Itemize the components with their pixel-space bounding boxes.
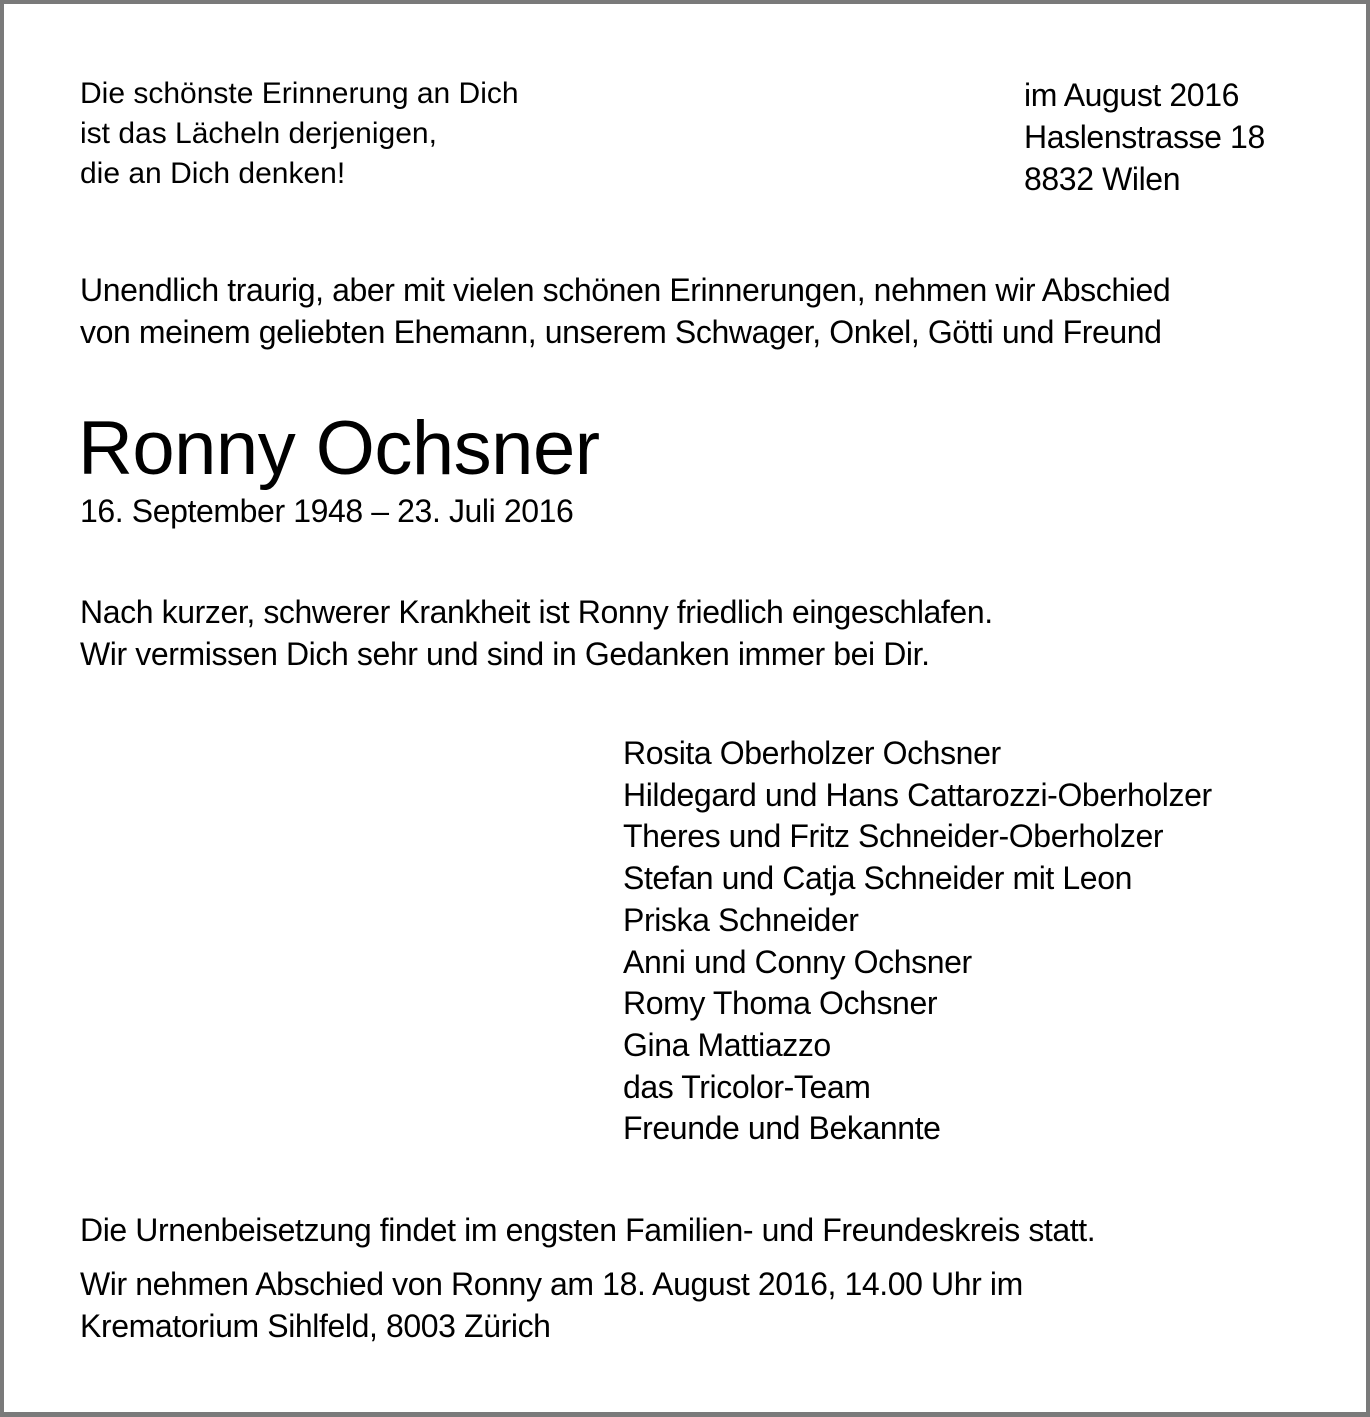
message-line: Nach kurzer, schwerer Krankheit ist Ronny friedlich eingeschlafen.: [80, 594, 993, 630]
mourners-list: [623, 733, 1212, 1150]
address-block: [1024, 74, 1265, 200]
intro-text: [80, 269, 1170, 353]
address-street: Haslenstrasse 18: [1024, 119, 1265, 155]
mourner: Anni und Conny Ochsner: [623, 943, 972, 980]
funeral-details-line: Krematorium Sihlfeld, 8003 Zürich: [80, 1308, 551, 1344]
address-city: 8832 Wilen: [1024, 161, 1181, 197]
mourner: Freunde und Bekannte: [623, 1110, 941, 1147]
mourner: Priska Schneider: [623, 901, 859, 938]
motto-line: Die schönste Erinnerung an Dich: [80, 77, 519, 110]
mourner: Romy Thoma Ochsner: [623, 985, 938, 1022]
mourner: Gina Mattiazzo: [623, 1026, 831, 1063]
funeral-details: [80, 1263, 1023, 1347]
life-dates: 16. September 1948 – 23. Juli 2016: [80, 493, 574, 529]
mourner: Hildegard und Hans Cattarozzi-Oberholzer: [623, 776, 1212, 813]
deceased-name: Ronny Ochsner: [78, 406, 600, 491]
mourner: Rosita Oberholzer Ochsner: [623, 735, 1001, 771]
message-text: [80, 591, 993, 675]
intro-line: Unendlich traurig, aber mit vielen schönen Erinnerungen, nehmen wir Abschied: [80, 272, 1171, 308]
funeral-notice: Die Urnenbeisetzung findet im engsten Familien- und Freundeskreis statt.: [80, 1212, 1096, 1248]
mourner: Stefan und Catja Schneider mit Leon: [623, 860, 1133, 897]
motto-line: die an Dich denken!: [80, 157, 346, 190]
message-line: Wir vermissen Dich sehr und sind in Gedanken immer bei Dir.: [80, 636, 930, 672]
motto-line: ist das Lächeln derjenigen,: [80, 117, 437, 150]
mourner: Theres und Fritz Schneider-Oberholzer: [623, 818, 1164, 855]
intro-line: von meinem geliebten Ehemann, unserem Schwager, Onkel, Götti und Freund: [80, 314, 1162, 350]
funeral-details-line: Wir nehmen Abschied von Ronny am 18. August 2016, 14.00 Uhr im: [80, 1266, 1023, 1302]
motto-quote: [80, 74, 519, 194]
mourner: das Tricolor-Team: [623, 1068, 871, 1105]
address-date: im August 2016: [1024, 77, 1239, 113]
